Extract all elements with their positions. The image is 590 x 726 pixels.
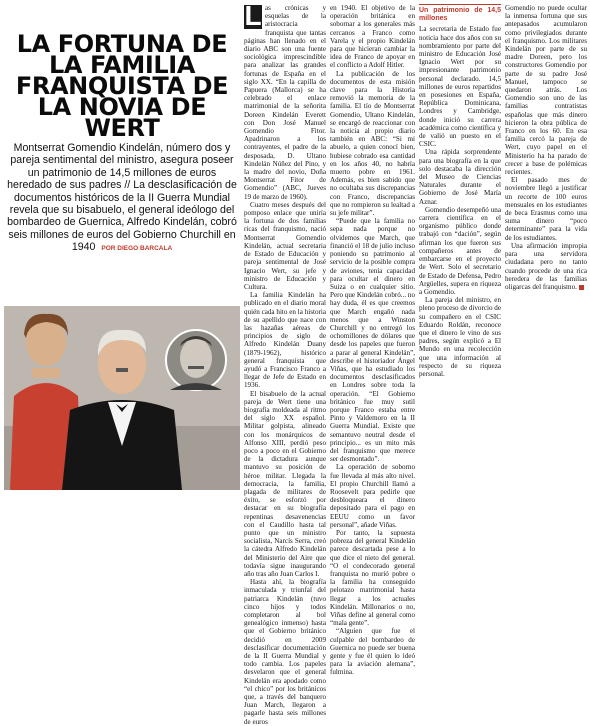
paragraph: Gomendio no puede ocultar la inmensa fortuna que sus antepasados acumularon como privilegiados durante el franquismo. Los militares Kindelán por parte de su madre Doreen, pero los constructores Gomendio por parte de su padre José Manuel, tampoco se quedaron atrás. Los Gomendio son uno de las familias contratistas españolas que más dinero hicieron la obra pública de Franco en los 60. En esa familia cercó la pareja de Wert, cuyo papel en el Ministerio ha ha parado de crecer a base de polémicas recientes. — [505, 4, 587, 177]
paragraph: as crónicas y esquelas de la aristocracia franquista que tantas páginas han llenado en el diario ABC son una fuente sociológica imprescindible para analizar las grandes fortunas de España en el siglo XX. “En la capilla de Papuera (Mallorca) se ha celebrado el enlace matrimonial de la señorita Doreen Kindelán Everett con Don José Manuel Gomendio Fitor. Apadrinaron a los contrayentes, el padre de la desposada, D. Ultano Kindelán Núñez del Pino, y la madre del novio, Doña Montserrat Fitor de Gomendio” (ABC, Jueves 19 de marzo de 1960). — [244, 4, 326, 201]
paragraph: El pasado mes de noviembre llegó a justificar un recorte de 100 euros mensuales en los estudiantes de beca Erasmus como una suma dinero “poco determinante” para la vida de los estudiantes. — [505, 176, 587, 242]
photo-illustration — [4, 306, 240, 490]
article-photo — [4, 306, 240, 490]
body-column-1 — [244, 0, 326, 726]
drop-cap: L — [244, 0, 262, 31]
headline-column — [4, 4, 240, 490]
lede-text: Montserrat Gomendio Kindelán, número dos y pareja sentimental del ministro, asegura poseer un patrimonio de 14,5 millones de euros heredado de sus padres // La desclasificación de documentos históricos de la II Guerra Mundial revela que su bisabuelo, el general ideólogo del bombardeo de Guernica, Alfredo Kindelán, cobró seis millones de euros del Gobierno Churchill en 1940 — [7, 142, 237, 254]
paragraph: “Alguien que fue el culpable del bombardeo de Guernica no puede ser buena gente y fue él quien lo ideó para la aviación alemana”, fulmina. — [330, 627, 415, 677]
paragraph: La secretaria de Estado fue noticia hace dos años con su nombramiento por parte del ministro de Educación José Ignacio Wert por su impresionante patrimonio personal declarado. 14,5 millones de euros repartidos en posesiones en España, República Dominicana, Londres y Cambridge, donde inició su carrera académica como científica y de valió un puesto en el CSIC. — [419, 25, 501, 149]
paragraph: Hasta ahí, la biografía inmaculada y triunfal del patriarca Kindelán (tuvo cinco hijos y todos completaron al bol genealógico inmenso) hasta que el Gobierno británico decidió en 2009 desclasificar documentación de la II Guerra Mundial y todo cambia. Los papeles desvelaron que el general Kindelán era apodado como “el chico” por los británicos que, a través del banquero Juan March, llegaron a pagarle hasta seis millones de euros — [244, 578, 326, 726]
paragraph-text: Una afirmación impropia para una servidora ciudadana pero no tanto cuando procede de una rica heredera de las familias oligarcas del franquismo. — [505, 241, 587, 291]
sidebar-title: Un patrimonio de 14,5 millones — [419, 4, 501, 23]
headline: LA FORTUNA DE LA FAMILIA FRANQUISTA DE LA NOVIA DE WERT — [15, 30, 229, 142]
paragraph: La familia Kindelán ha publicado en el diario moral quién cada hito en la historia de su apellido que nace con las hazañas aéreas de principios de siglo de Alfredo Kindelán Duany (1879-1962), histórico general franquista que ayudó a Francisco Franco a llegar de Jefe de Estado en 1936. — [244, 291, 326, 390]
paragraph: La publicación de los documentos de esta misión clave para la Historia removió la memoria de la familia. El tío de Montserrat Gomendio, Ultano Kindelán, se encargó de reaccionar con la noticia al propio diario también en ABC: “Si mi abuelo, a quien conocí bien, hubiese cobrado esa cantidad en los años 40, no habría muerto pobre en 1961. Además, es bien sabido que no ocultaba sus discrepancias con Franco, discrepancias que no rompieron su lealtad a su jefe militar”. — [330, 69, 415, 218]
lede — [4, 142, 240, 256]
paragraph: “Puede que la familia no sepa nada porque no olvidemos que March, que financió el 18 de julio incluso poniendo su patrimonio al servicio de la posible compra de aviones, tenía capacidad para ocultar el dinero en Suiza o en cualquier sitio. Pero que Kindelán cobró... no hay duda, él es que creemos que March engañó nada menos que a Winston Churchill y no entregó los ochomillones de dólares que desde los papeles que fueron a parar al general Kindelán”, describe el historiador Ángel Viñas, que ha estudiado los documentos desclasificados en Londres sobre toda la operación. “El Gobierno británico fue muy sutil porque Franco estaba entre Pinto y Valdemoro en la II Guerra Mundial. Existe que semantuvo neutral desde el principio... es un mito más del franquismo que merece ser desmontado”. — [330, 217, 415, 464]
body-column-4 — [505, 4, 587, 490]
paragraph: Cuatro meses después del pomposo enlace que uniría la fortuna de dos familias ricas del franquismo, nació Montserrat Gomendio Kindelán, actual secretaria de Estado de Educación y pareja sentimental de José Ignacio Wert, su jefe y ministro de Educación y Cultura. — [244, 200, 326, 291]
body-column-2 — [330, 4, 415, 677]
paragraph: Una rápida sorprendente para una biografía en la que solo destacaba la dirección del Museo de Ciencias Naturales durante el Gobierno de José María Aznar. — [419, 148, 501, 206]
paragraph: La pareja del ministro, en pleno proceso de divorcio de su compañero en el CSIC Eduardo Roldán, reconoce que el dinero le vino de sus padres, según explicó a El Mundo en una recolección que una información al respecto de su riqueza personal. — [419, 296, 501, 378]
body-column-3 — [419, 4, 501, 490]
paragraph: Por tanto, la supuesta pobreza del general Kindelán parece descartada pese a lo que dice el nieto del general. “O el condecorado general franquista no murió pobre o la familia ha conseguido pelotazo matrimonial hasta llegar a los actuales Kindelán. Millonarios o no, Viñas define al general como “mala gente”. — [330, 529, 415, 628]
end-of-article-mark — [579, 285, 584, 290]
general-inset-portrait — [166, 330, 226, 390]
paragraph — [505, 242, 587, 291]
paragraph: en 1940. El objetivo de la operación británica en sobornar a los generales más cercanos a Franco como Varela y el propio Kindelán para que hicieran cambiar la idea de Franco de apoyar en el conflicto a Adolf Hitler. — [330, 4, 415, 70]
byline: POR DIEGO BARCALA — [101, 245, 173, 253]
paragraph: La operación de soborno fue llevada al más alto nivel. El propio Churchill llamó a Roosevelt para pedirle que desbloqueara el dinero depositado para el pago en EEUU como un favor personal”, añade Viñas. — [330, 463, 415, 529]
paragraph: Gomendio desempeñó una carrera científica en el organismo público donde trabajó con “dación”, según afirman los que fueron sus compañeros antes de embarcarse en el proyecto de Wert. Solo el secretario de Estado de Defensa, Pedro Argüelles, supera en riqueza a Gomendio. — [419, 205, 501, 296]
paragraph: El bisabuelo de la actual pareja de Wert tiene una biografía moldeada al ritmo del siglo XX español. Militar golpista, alineado con los monárquicos de Alfonso XIII, perdió peso poco a poco en el Gobierno de la dictadura aunque mantuvo su posición de héroe militar. Llegada la democracia, la familia, plagada de militares de éxito, se esforzó por destacar en su biografía repentinas desavenencias con el Caudillo hasta tal punto que un ministro socialista, Narcís Serra, creó la cátedra Alfredo Kindelán del Ministerio del Aire que todavía sigue inaugurando año tras año Juan Carlos I. — [244, 389, 326, 579]
